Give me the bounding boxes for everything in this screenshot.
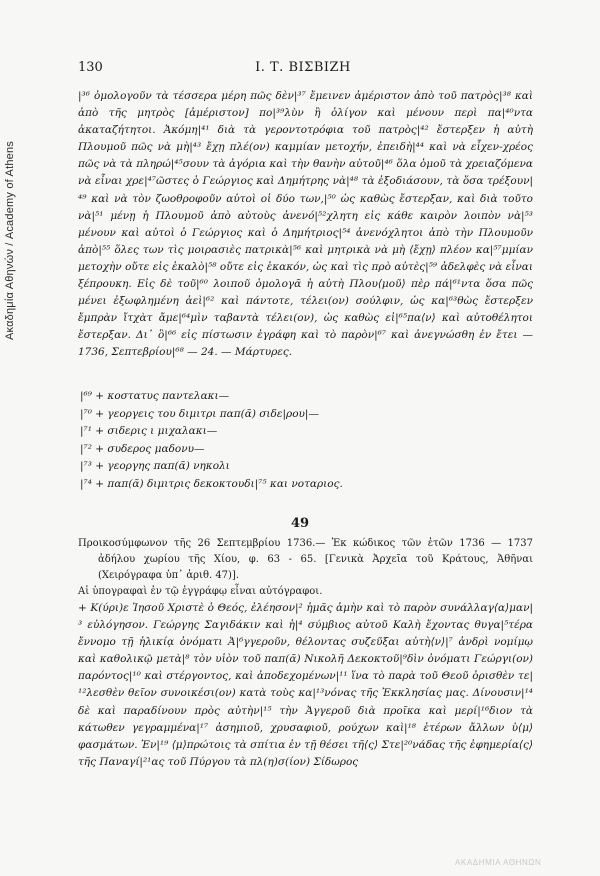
signature-line: |⁷² + συδερος μαδονυ— <box>80 442 205 455</box>
page-header <box>78 60 528 80</box>
dowry-document-body <box>78 600 533 771</box>
signature-line: |⁷¹ + σιδερις ι μιχαλακι— <box>80 425 218 437</box>
autograph-note: Αἱ ὑπογραφαὶ ἐν τῷ ἐγγράφῳ εἶναι αὐτόγραφοι. <box>78 586 323 597</box>
signature-line: |⁷³ + γεοργης παπ(ᾶ) νηκολι <box>80 460 230 472</box>
running-head: Ι. Τ. ΒΙΣΒΙΖΗ <box>255 60 351 75</box>
witness-signatures <box>78 388 498 493</box>
library-stamp: ΑΚΑΔΗΜΙΑ ΑΘΗΝΩΝ <box>455 858 542 867</box>
document-header-note <box>78 536 533 600</box>
body-paragraph: + Κ(ύρι)ε Ἰησοῦ Χριστὲ ὁ Θεός, ἐλέησον|² ἡμᾶς ἀμὴν καὶ τὸ παρὸν συνάλλαγ⟨α⟩μαν|³ εὐλόγησον. Γεώργης Σαγιδάκιν καὶ ἡ|⁴ σύμβιος αὐτοῦ Καλὴ ἔχοντας θυγα|⁵τέρα ἔννομο τῇ ἡλικίᾳ ὀνόματι Ἀ|⁶γγεροῦν, θέλοντας συζεῦξαι αὐτὴ⟨ν⟩|⁷ ἀνδρὶ νομίμῳ καὶ καθολικῷ μετὰ|⁸ τὸν υἱὸν τοῦ παπ(ᾶ) Νικολῆ Δεκοκτοῦ|⁹δὶν ὀνόματι Γεώργι(ον) παρόντος|¹⁰ καὶ στέργοντος, καὶ ἀποδεχομένων|¹¹ ἵνα τὸ παρὰ τοῦ Θεοῦ ὁρισθὲν τε|¹²λεσθὲν θεῖον συνοικέσι(ον) κατὰ τοὺς κα|¹³νόνας τῆς Ἐκκλησίας μας. Δίνουσιν|¹⁴ δὲ καὶ παραδίνουν πρὸς αὐτὴν|¹⁵ τὴν Ἀγγεροῦ διὰ προῖκα καὶ μερί|¹⁶διον τὰ κάτωθεν γεγραμμένα|¹⁷ ἀσημιοῦ, χρυσαφιοῦ, ρούχων καὶ|¹⁸ ἑτέρων ἄλλων ὑ⟨μ⟩φασμάτων. Ἐν|¹⁹ ⟨μ⟩πρώτοις τὰ σπίτια ἐν τῇ θέσει τῆ⟨ς⟩ Στε|²⁰νάδας τῆς ἐφημερία⟨ς⟩ τῆς Παναγί|²¹ας τοῦ Πύργου τὰ πλ(η)σ(ίον) Σίδωρος <box>78 602 533 768</box>
document-body <box>78 88 533 362</box>
source-note: Προικοσύμφωνον τῆς 26 Σεπτεμβρίου 1736.— Ἐκ κώδικος τῶν ἐτῶν 1736 — 1737 ἀδήλου χωρίου τῆς Χίου, φ. 63 - 65. [Γενικὰ Ἀρχεῖα τοῦ Κράτους, Ἀθῆναι (Χειρόγραφα ὑπ᾽ ἀριθ. 47)]. <box>78 538 533 581</box>
signature-line: |⁷⁰ + γεοργεις του διμιτρι παπ(ᾶ) σιδε|ρου|— <box>80 407 319 420</box>
body-paragraph: |³⁶ ὁμολογοῦν τὰ τέσσερα μέρη πῶς δὲν|³⁷ ἔμεινεν ἀμέριστον ἀπὸ τοῦ πατρὸς|³⁸ καὶ ἀπὸ τῆς μητρὸς [ἀμέριστον] πο|³⁹λὺν ἢ ὀλίγον καὶ μένουν περὶ πα|⁴⁰ντα ἀκαταζήτητοι. Ἀκόμη|⁴¹ διὰ τὰ γεροντοτρόφια τοῦ πατρὸς|⁴² ἔστερξεν ἡ αὐτὴ Πλουμοῦ πῶς νὰ μὴ|⁴³ ἔχῃ πλέ(ον) καμμίαν μετοχήν, ἐπειδὴ|⁴⁴ καὶ νὰ εἶχεν-χρέος πῶς νὰ τὰ πληρώ|⁴⁵σουν τὰ ἀγόρια καὶ τὴν θανὴν αὐτοῦ|⁴⁶ ὅλα ὁμοῦ τὰ χρειαζόμενα νὰ εἶναι χρε|⁴⁷ῶστες ὁ Γεώργιος καὶ Δημήτρης νὰ|⁴⁸ τὰ ἐξοδιάσουν, τὰ ὅσα τρέξουν|⁴⁹ καὶ νὰ τὸν ζωοθροφοῦν αὐτοὶ οἱ δύο των,|⁵⁰ ὡς καθὼς ἔστερξαν, καὶ διὰ τοῦτο νὰ|⁵¹ μένῃ ἡ Πλουμοῦ ἀπὸ αὐτοὺς ἀνενό|⁵²χλητη εἰς κάθε καιρὸν λοιπὸν νὰ|⁵³ μένουν καὶ αὐτοὶ ὁ Γεώργιος καὶ ὁ Δημήτριος|⁵⁴ ἀνενόχλητοι ἀπὸ τὴν Πλουμοῦν ἀπὸ|⁵⁵ ὅλες των τὶς μοιρασιὲς πατρικὰ|⁵⁶ καὶ μητρικὰ νὰ μὴ ⟨ἔχῃ⟩ πλέον κα|⁵⁷μμίαν μετοχὴν οὔτε εἰς ἑκαλὸ|⁵⁸ οὔτε εἰς ἑκακόν, ὡς καὶ τὶς πρὸ αὐτὲς|⁵⁹ ἀδελφὲς νὰ εἶναι ξέπρουκη. Εἰς δὲ τοῦ|⁶⁰ λοιποῦ ὁμολογᾶ ἡ αὐτὴ Πλου⟨μοῦ⟩ πὲρ πά|⁶¹ντα ὅσα πῶς μένει ἐξωφλημένη ἀεὶ|⁶² καὶ πάντοτε, τέλει(ον) σούλφιν, ὡς κα|⁶³θὼς ἔστερξεν ἔμπρὰν ἴτχὰτ ἄμε|⁶⁴μὶν ταβαντὰ τέλει(ον), ὡς καθὼς εἰ|⁶⁵πα⟨ν⟩ καὶ αὐτοθέλητοι ἔστερξαν. Δι᾽ ὃ|⁶⁶ εἰς πίστωσιν ἐγράφη καὶ τὸ παρὸν|⁶⁷ καὶ ἀνεγνώσθη ἐν ἔτει — 1736, Σεπτεβρίου|⁶⁸ — 24. — Μάρτυρες. <box>78 90 533 359</box>
signature-line: |⁶⁹ + κοστατυς παντελακι— <box>80 390 230 402</box>
signature-line: |⁷⁴ + παπ(ᾶ) διμιτρις δεκοκτουδι|⁷⁵ και νοταριος. <box>80 477 343 490</box>
side-watermark: Ακαδημία Αθηνών / Academy of Athens <box>4 140 16 340</box>
document-number: 49 <box>290 516 310 531</box>
page-number: 130 <box>78 60 103 75</box>
